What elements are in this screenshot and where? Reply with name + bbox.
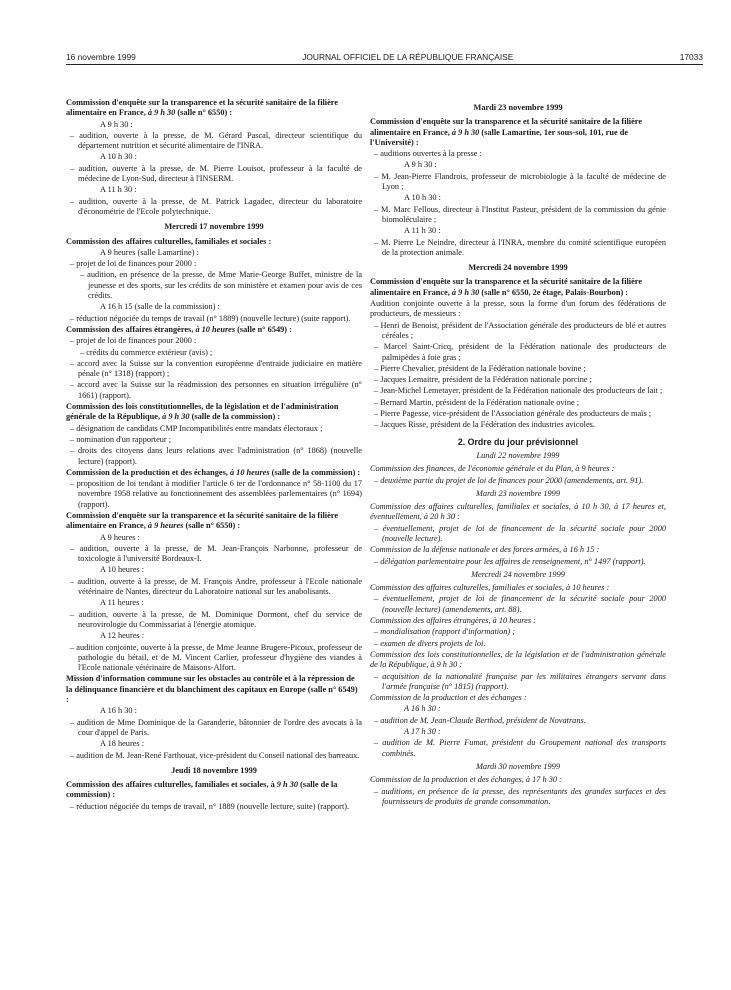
- agenda-item: – accord avec la Suisse sur la réadmission des personnes en situation irrégulière (n° 1661) (rapport).: [70, 380, 362, 400]
- heading-fragment: Commission de la production et des échanges,: [66, 467, 230, 477]
- committee-heading: [370, 277, 666, 298]
- agenda-item: – éventuellement, projet de loi de financement de la sécurité sociale pour 2000 (nouvelle lecture) (amendements, art. 88).: [374, 594, 666, 614]
- heading-fragment: (salle n° 6550) :: [183, 521, 241, 531]
- paragraph: Audition conjointe ouverte à la presse, sous la forme d'un forum des fédérations de producteurs, de messieurs :: [370, 299, 666, 319]
- heading-fragment: à 9 h 30: [451, 127, 480, 137]
- agenda-item: – M. Jean-Pierre Flandrois, professeur de microbiologie à la faculté de médecine de Lyon ;: [374, 171, 666, 192]
- time-slot: A 9 heures :: [100, 532, 140, 542]
- day-heading: Mardi 23 novembre 1999: [476, 488, 560, 498]
- heading-fragment: 9 h 30: [276, 780, 299, 790]
- heading-fragment: Commission des affaires étrangères,: [66, 324, 196, 334]
- agenda-item: – Marcel Saint-Cricq, président de la Fédération nationale des producteurs de palmipèdes à foie gras ;: [374, 342, 666, 362]
- day-heading: Mercredi 17 novembre 1999: [164, 222, 264, 232]
- heading-fragment: (salle de la commission) :: [269, 467, 361, 477]
- time-slot: A 16 h 30 :: [404, 704, 441, 714]
- agenda-item: – projet de loi de finances pour 2000 :: [70, 336, 197, 346]
- header-date: 16 novembre 1999: [66, 52, 136, 62]
- agenda-item: – acquisition de la nationalité française par les militaires étrangers servant dans l'armée française (n° 1815) (rapport).: [374, 671, 666, 691]
- heading-fragment: Commission d'enquête sur la transparence et la sécurité sanitaire de la filière alimentaire en France,: [370, 277, 643, 297]
- agenda-item: – Henri de Benoist, président de l'Association générale des producteurs de blé et autres céréales ;: [374, 320, 666, 340]
- committee-heading: Commission de la production et des échanges, à 17 h 30 :: [370, 775, 562, 785]
- page-header: [66, 52, 703, 62]
- left-column: [66, 98, 362, 813]
- heading-fragment: (salle de la commission) :: [189, 412, 281, 422]
- committee-heading: [66, 780, 362, 801]
- agenda-item: – accord avec la Suisse sur la convention européenne d'entraide judiciaire en matière pénale (n° 1318) (rapport) ;: [70, 358, 362, 379]
- agenda-item: – deuxième partie du projet de loi de finances pour 2000 (amendements, art. 91).: [374, 475, 644, 485]
- agenda-item: – droits des citoyens dans leurs relations avec l'administration (n° 1868) (nouvelle lecture) (rapport).: [70, 446, 362, 466]
- agenda-item: – réduction négociée du temps de travail (n° 1889) (nouvelle lecture) (suite rapport).: [70, 313, 351, 323]
- committee-heading: Commission de la défense nationale et des forces armées, à 16 h 15 :: [370, 545, 600, 555]
- agenda-item: – réduction négociée du temps de travail, n° 1889 (nouvelle lecture, suite) (rapport).: [70, 801, 350, 811]
- day-heading: Mercredi 24 novembre 1999: [471, 569, 565, 579]
- agenda-item: – désignation de candidats CMP Incompatibilités entre mandats électoraux ;: [70, 423, 323, 433]
- agenda-item: – éventuellement, projet de loi de financement de la sécurité sociale pour 2000 (nouvelle lecture).: [374, 523, 666, 543]
- time-slot: A 11 h 30 :: [100, 185, 137, 195]
- heading-fragment: à 9 heures: [147, 521, 184, 531]
- agenda-item: – auditions, en présence de la presse, des représentants des grandes surfaces et des fournisseurs de produits de grande consommation.: [374, 786, 666, 806]
- time-slot: A 10 h 30 :: [404, 193, 441, 203]
- agenda-item: – M. Pierre Le Neindre, directeur à l'INRA, membre du comité scientifique européen de la protection animale.: [374, 237, 666, 257]
- day-heading: Jeudi 18 novembre 1999: [171, 765, 257, 775]
- header-title: JOURNAL OFFICIEL DE LA RÉPUBLIQUE FRANÇAISE: [302, 52, 514, 62]
- heading-fragment: à 9 h 30: [147, 108, 176, 118]
- agenda-item: – Bernard Martin, président de la Fédération nationale ovine ;: [374, 397, 580, 407]
- agenda-item: – projet de loi de finances pour 2000 :: [70, 259, 197, 269]
- time-slot: A 9 heures (salle Lamartine) :: [100, 247, 199, 257]
- committee-heading: Commission des lois constitutionnelles, de la législation et de l'administration générale de la République, à 9 h 30 :: [370, 649, 666, 670]
- committee-heading: [66, 402, 362, 423]
- committee-heading: [66, 98, 362, 119]
- time-slot: A 10 heures :: [100, 565, 145, 575]
- heading-fragment: Commission des lois constitutionnelles, de la législation et de l'administration générale de la République,: [66, 402, 339, 422]
- committee-heading: Commission des affaires étrangères, à 10 heures :: [370, 616, 536, 626]
- time-slot: A 11 h 30 :: [404, 226, 441, 236]
- committee-heading: [66, 325, 362, 335]
- header-rule: [66, 64, 703, 65]
- committee-heading: [66, 237, 362, 247]
- heading-fragment: Commission des affaires culturelles, familiales et sociales,: [66, 780, 271, 790]
- heading-fragment: Commission d'enquête sur la transparence et la sécurité sanitaire de la filière alimentaire en France,: [66, 98, 339, 118]
- agenda-item: – audition de M. Jean-René Farthouat, vice-président du Conseil national des barreaux.: [70, 750, 360, 760]
- heading-fragment: à 10 heures: [195, 324, 236, 334]
- agenda-item: – audition de M. Jean-Claude Berthod, président de Novatrans.: [374, 715, 586, 725]
- agenda-item: – mondialisation (rapport d'information) ;: [374, 627, 515, 637]
- committee-heading: Commission des finances, de l'économie générale et du Plan, à 9 heures :: [370, 464, 615, 474]
- heading-fragment: (salle de la commission) :: [66, 780, 338, 800]
- heading-fragment: (salle n° 6549) :: [66, 684, 358, 705]
- committee-heading: [66, 511, 362, 532]
- heading-fragment: Commission d'enquête sur la transparence et la sécurité sanitaire de la filière alimentaire en France,: [370, 117, 643, 137]
- heading-fragment: (salle n° 6550, 2e étage, Palais-Bourbon) :: [479, 287, 629, 297]
- agenda-subitem: – crédits du commerce extérieur (avis) ;: [80, 347, 213, 357]
- time-slot: A 11 heures :: [100, 598, 144, 608]
- heading-fragment: à: [270, 780, 277, 790]
- committee-heading: [66, 468, 362, 478]
- day-heading: Lundi 22 novembre 1999: [476, 450, 560, 460]
- heading-fragment: à 10 heures: [229, 467, 270, 477]
- agenda-item: – audition, ouverte à la presse, de M. Jean-François Narbonne, professeur de toxicologie à l'université Bordeaux-I.: [70, 543, 362, 564]
- time-slot: A 17 h 30 :: [404, 727, 441, 737]
- heading-fragment: (salle Lamartine, 1er sous-sol, 101, rue de l'Université) :: [370, 127, 629, 147]
- agenda-item: – délégation parlementaire pour les affaires de renseignement, n° 1497 (rapport).: [374, 556, 646, 566]
- time-slot: A 12 heures :: [100, 631, 145, 641]
- agenda-item: – audition de M. Pierre Fumat, président du Groupement national des transports combinés.: [374, 738, 666, 758]
- header-page-number: 17033: [679, 52, 703, 62]
- columns: [66, 98, 703, 813]
- time-slot: A 16 h 15 (salle de la commission) :: [100, 302, 220, 312]
- agenda-item: – audition, ouverte à la presse, de M. François Andre, professeur à l'Ecole nationale vétérinaire de Nantes, directeur du Laboratoire national sur les anabolisants.: [70, 576, 362, 597]
- committee-heading: Commission des affaires culturelles, familiales et sociales, à 10 h 30, à 17 heures et, éventuellement, à 20 h 30 :: [370, 502, 666, 522]
- agenda-subitem: – audition, en présence de la presse, de Mme Marie-George Buffet, ministre de la jeunesse et des sports, sur les crédits de son ministère et examen pour avis de ces crédits.: [80, 270, 362, 301]
- agenda-item: – Pierre Pagesse, vice-président de l'Association générale des producteurs de maïs ;: [374, 409, 652, 419]
- heading-fragment: (salle n° 6550) :: [175, 108, 233, 118]
- heading-fragment: Mission d'information commune sur les obstacles au contrôle et à la répression de la délinquance financière et du blanchiment des capitaux en Europe: [66, 674, 355, 694]
- time-slot: A 18 heures :: [100, 739, 145, 749]
- committee-heading: Commission de la production et des échanges :: [370, 693, 527, 703]
- agenda-item: – audition conjointe, ouverte à la presse, de Mme Jeanne Brugere-Picoux, professeur de pathologie du bétail, et de M. Vincent Carlier, professeur d'hygiène des viandes à l'Ecole nationale vétérinaire de Maisons-Alfort.: [70, 642, 362, 673]
- time-slot: A 9 h 30 :: [404, 160, 437, 170]
- day-heading: Mardi 23 novembre 1999: [473, 103, 563, 112]
- agenda-item: – Jean-Michel Lemetayer, président de la Fédération nationale des producteurs de lait ;: [374, 386, 663, 396]
- time-slot: A 16 h 30 :: [100, 706, 137, 716]
- agenda-item: – auditions ouvertes à la presse :: [374, 149, 482, 159]
- right-column: [370, 98, 666, 813]
- time-slot: A 10 h 30 :: [100, 152, 137, 162]
- time-slot: A 9 h 30 :: [100, 119, 133, 129]
- agenda-item: – Jacques Risse, président de la Fédération des industries avicoles.: [374, 420, 595, 430]
- committee-heading: [370, 117, 666, 148]
- section-heading: 2. Ordre du jour prévisionnel: [457, 436, 579, 447]
- agenda-item: – proposition de loi tendant à modifier l'article 6 ter de l'ordonnance n° 58-1100 du 17 novembre 1958 relative au fonctionnement des assemblées parlementaires (n° 1694) (rapport).: [70, 479, 362, 509]
- heading-fragment: à 9 h 30: [451, 287, 480, 297]
- heading-fragment: Commission d'enquête sur la transparence et la sécurité sanitaire de la filière alimentaire en France,: [66, 510, 339, 531]
- agenda-item: – audition de Mme Dominique de la Garanderie, bâtonnier de l'ordre des avocats à la cour d'appel de Paris.: [70, 717, 362, 737]
- agenda-item: – Jacques Lemaitre, président de la Fédération nationale porcine ;: [374, 375, 592, 385]
- agenda-item: – Pierre Chevalier, président de la Fédération nationale bovine ;: [374, 363, 586, 373]
- day-heading: Mardi 30 novembre 1999: [476, 761, 560, 771]
- day-heading: Mercredi 24 novembre 1999: [468, 263, 568, 273]
- agenda-item: – audition, ouverte à la presse, de M. Gérard Pascal, directeur scientifique du département nutrition et sécurité alimentaire de l'INRA.: [70, 130, 362, 151]
- agenda-item: – audition, ouverte à la presse, de M. Pierre Louisot, professeur à la faculté de médecine de Lyon-Sud, directeur à l'INSERM.: [70, 163, 362, 184]
- agenda-item: – audition, ouverte à la presse, de M. Dominique Dormont, chef du service de neurovirologie du Commissariat à l'énergie atomique.: [70, 609, 362, 629]
- agenda-item: – M. Marc Fellous, directeur à l'Institut Pasteur, président de la commission du génie biomoléculaire ;: [374, 204, 666, 224]
- agenda-item: – audition, ouverte à la presse, de M. Patrick Lagadec, directeur du laboratoire d'économétrie de l'Ecole polytechnique.: [70, 196, 362, 216]
- agenda-item: – nomination d'un rapporteur ;: [70, 434, 172, 444]
- committee-heading: [66, 674, 362, 705]
- committee-heading: Commission des affaires culturelles, familiales et sociales, à 10 heures :: [370, 583, 610, 593]
- agenda-item: – examen de divers projets de loi.: [374, 638, 486, 648]
- heading-fragment: (salle n° 6549) :: [235, 324, 292, 334]
- heading-fragment: à 9 h 30: [162, 412, 190, 422]
- heading-fragment: Commission des affaires culturelles, familiales et sociales :: [66, 236, 272, 246]
